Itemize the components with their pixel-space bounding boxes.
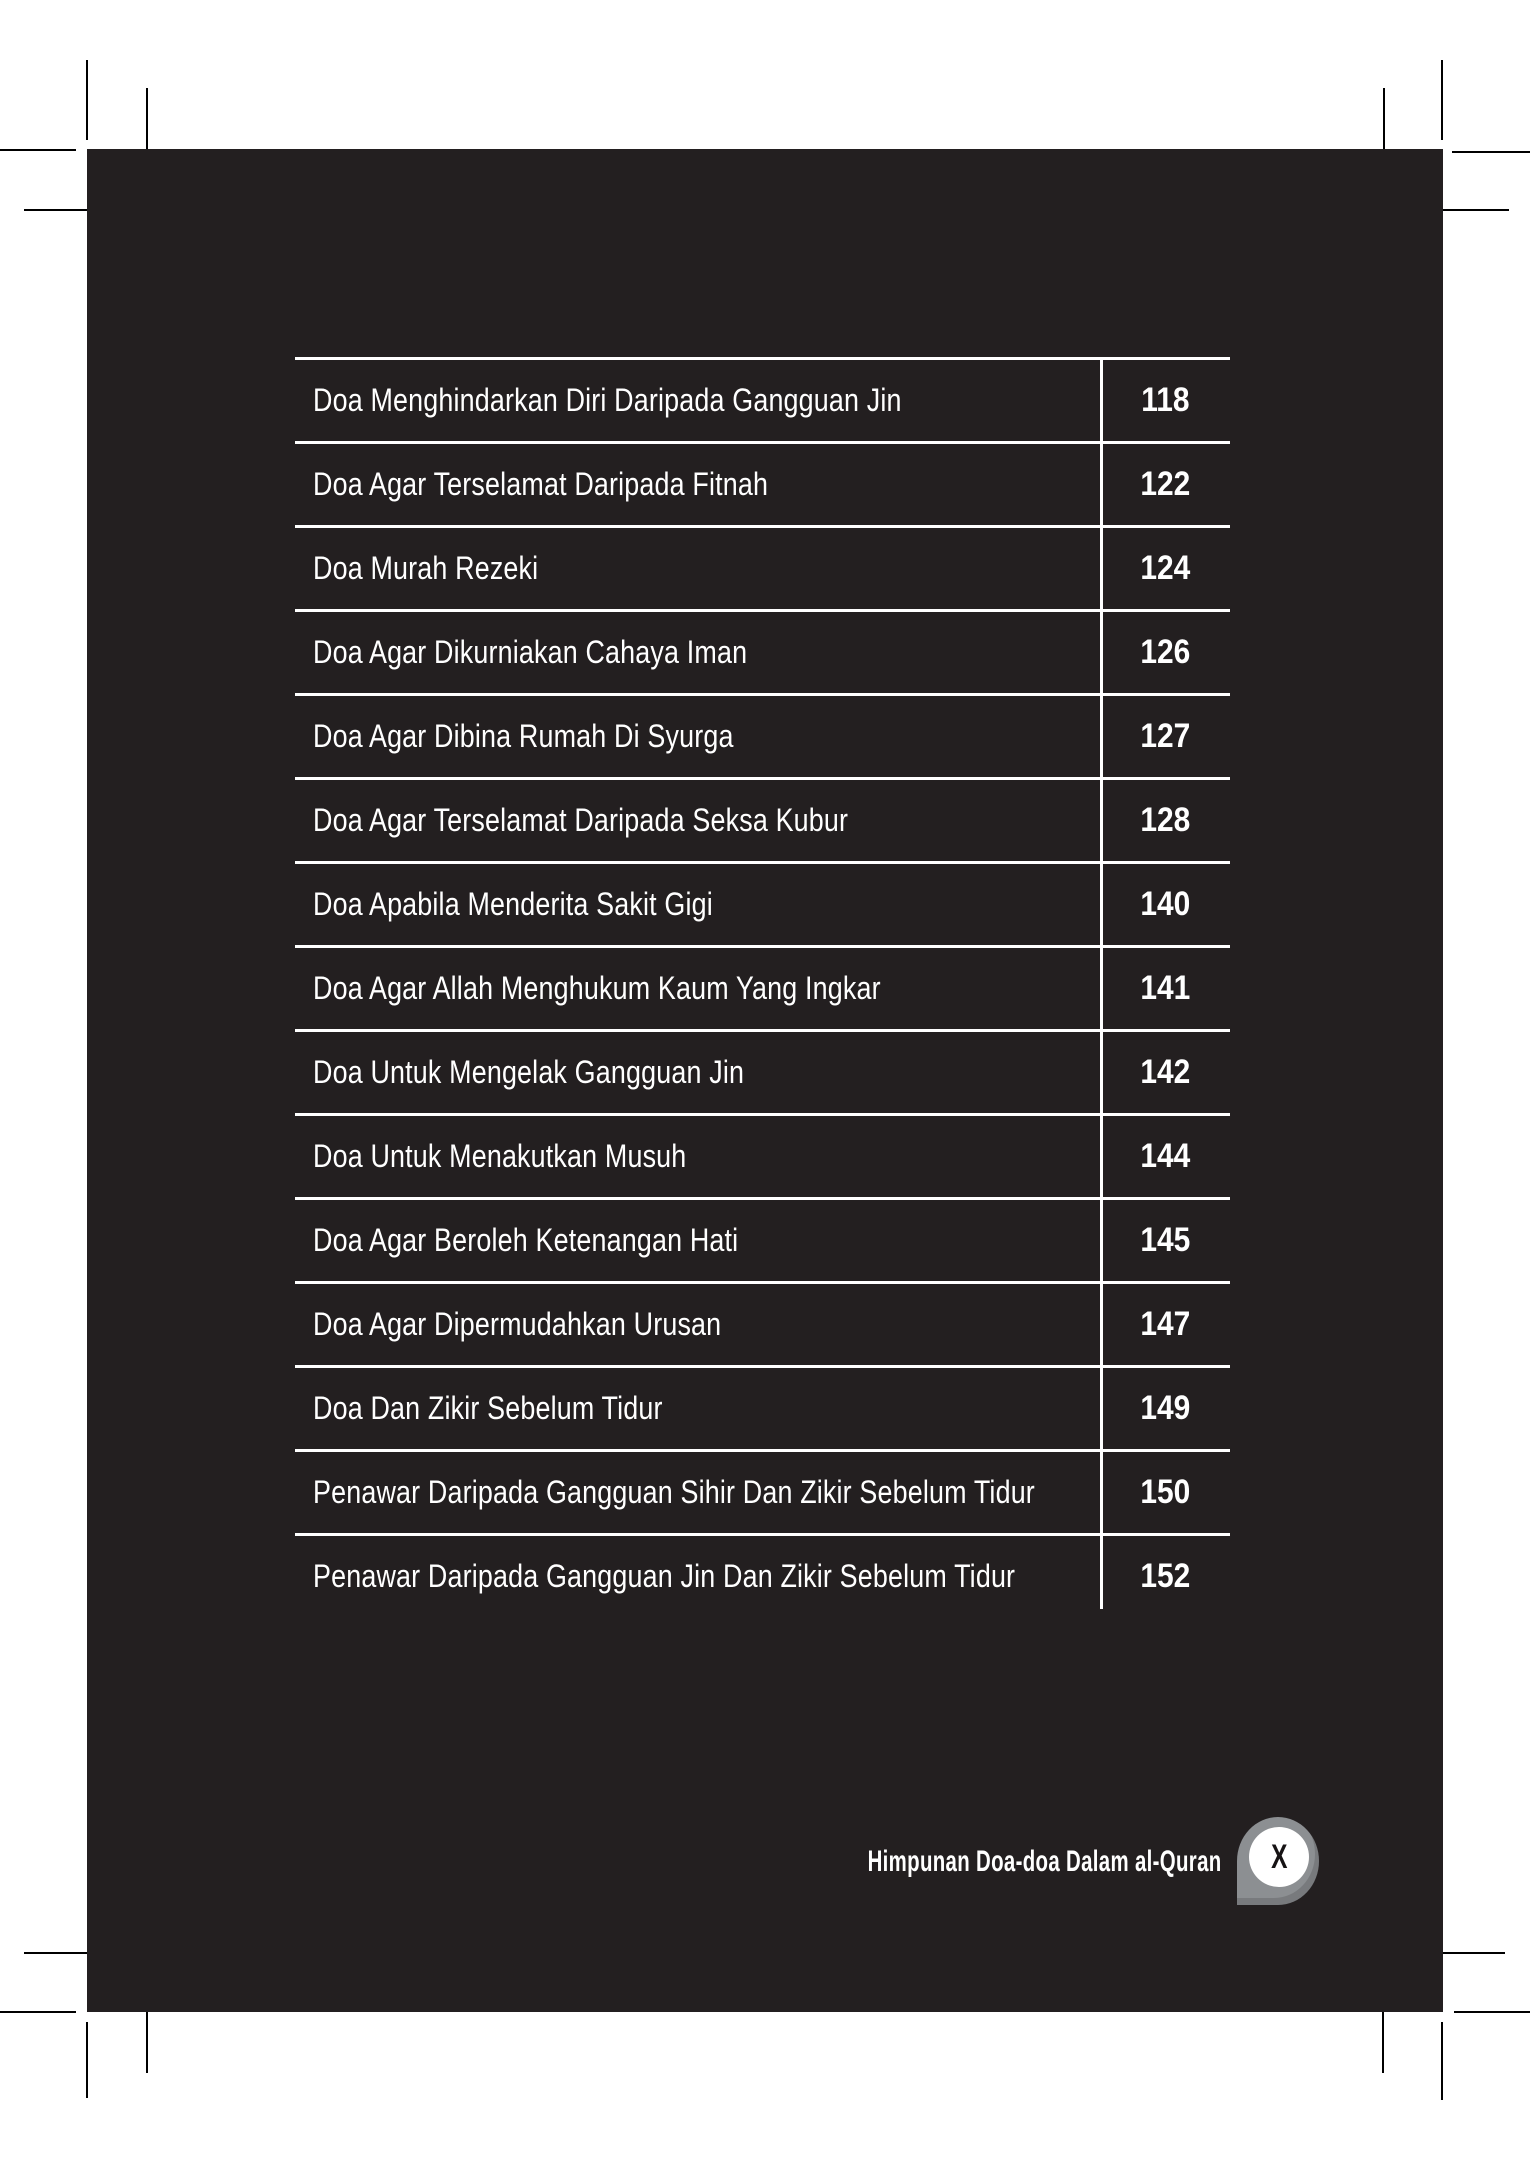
toc-entry-page-number: 118 xyxy=(1140,381,1190,419)
page-number-circle xyxy=(1249,1827,1309,1887)
crop-mark xyxy=(1382,2009,1384,2073)
toc-row xyxy=(295,777,1230,861)
crop-mark xyxy=(24,209,88,211)
toc-entry-page-number: 144 xyxy=(1140,1137,1190,1175)
toc-entry-title: Doa Untuk Mengelak Gangguan Jin xyxy=(313,1054,745,1090)
toc-entry-title: Penawar Daripada Gangguan Jin Dan Zikir Sebelum Tidur xyxy=(313,1558,1016,1594)
page-number-badge xyxy=(1237,1817,1319,1905)
toc-column-divider xyxy=(1100,357,1103,1609)
toc-entry-page-number: 152 xyxy=(1140,1557,1190,1595)
toc-row xyxy=(295,1365,1230,1449)
toc-entry-title: Doa Agar Terselamat Daripada Fitnah xyxy=(313,466,769,502)
toc-entry-page-number: 122 xyxy=(1140,465,1190,503)
toc-entry-title: Doa Untuk Menakutkan Musuh xyxy=(313,1138,687,1174)
crop-mark xyxy=(146,2009,148,2073)
crop-mark xyxy=(86,60,88,140)
crop-mark xyxy=(86,2022,88,2098)
toc-entry-page-number: 147 xyxy=(1140,1305,1190,1343)
crop-mark xyxy=(1441,2022,1443,2100)
toc-row xyxy=(295,861,1230,945)
toc-row xyxy=(295,525,1230,609)
toc-row xyxy=(295,357,1230,441)
toc-entry-title: Doa Agar Beroleh Ketenangan Hati xyxy=(313,1222,739,1258)
toc-entry-page-number: 140 xyxy=(1140,885,1190,923)
running-title: Himpunan Doa-doa Dalam al-Quran xyxy=(868,1845,1222,1878)
page-number: X xyxy=(1270,1838,1288,1876)
toc-entry-title: Doa Murah Rezeki xyxy=(313,550,539,586)
toc-row xyxy=(295,1533,1230,1617)
crop-mark xyxy=(0,2011,76,2013)
toc-entry-page-number: 142 xyxy=(1140,1053,1190,1091)
toc-row xyxy=(295,441,1230,525)
crop-mark xyxy=(0,149,76,151)
crop-mark xyxy=(1454,2011,1530,2013)
toc-entry-title: Doa Apabila Menderita Sakit Gigi xyxy=(313,886,713,922)
table-of-contents xyxy=(295,357,1230,1617)
toc-row xyxy=(295,693,1230,777)
crop-mark xyxy=(146,88,148,152)
toc-entry-page-number: 141 xyxy=(1140,969,1190,1007)
toc-entry-page-number: 145 xyxy=(1140,1221,1190,1259)
toc-entry-page-number: 127 xyxy=(1140,717,1190,755)
toc-entry-page-number: 124 xyxy=(1140,549,1190,587)
toc-row xyxy=(295,1449,1230,1533)
toc-entry-title: Doa Agar Allah Menghukum Kaum Yang Ingkar xyxy=(313,970,881,1006)
toc-entry-title: Doa Agar Dibina Rumah Di Syurga xyxy=(313,718,734,754)
crop-mark xyxy=(24,1952,88,1954)
toc-entry-page-number: 128 xyxy=(1140,801,1190,839)
crop-mark xyxy=(1443,209,1509,211)
toc-row xyxy=(295,1113,1230,1197)
toc-entry-page-number: 126 xyxy=(1140,633,1190,671)
crop-mark xyxy=(1383,88,1385,152)
toc-row xyxy=(295,1197,1230,1281)
toc-entry-title: Doa Dan Zikir Sebelum Tidur xyxy=(313,1390,663,1426)
crop-mark xyxy=(1452,151,1530,153)
toc-row xyxy=(295,1029,1230,1113)
toc-row xyxy=(295,1281,1230,1365)
toc-entry-title: Doa Agar Dikurniakan Cahaya Iman xyxy=(313,634,748,670)
toc-entry-page-number: 150 xyxy=(1140,1473,1190,1511)
toc-row xyxy=(295,609,1230,693)
book-page xyxy=(87,149,1443,2012)
crop-mark xyxy=(1441,1952,1505,1954)
toc-entry-title: Penawar Daripada Gangguan Sihir Dan Zikir Sebelum Tidur xyxy=(313,1474,1035,1510)
toc-entry-page-number: 149 xyxy=(1140,1389,1190,1427)
toc-row xyxy=(295,945,1230,1029)
toc-entry-title: Doa Agar Dipermudahkan Urusan xyxy=(313,1306,722,1342)
toc-entry-title: Doa Menghindarkan Diri Daripada Gangguan Jin xyxy=(313,382,902,418)
crop-mark xyxy=(1441,60,1443,140)
toc-entry-title: Doa Agar Terselamat Daripada Seksa Kubur xyxy=(313,802,849,838)
